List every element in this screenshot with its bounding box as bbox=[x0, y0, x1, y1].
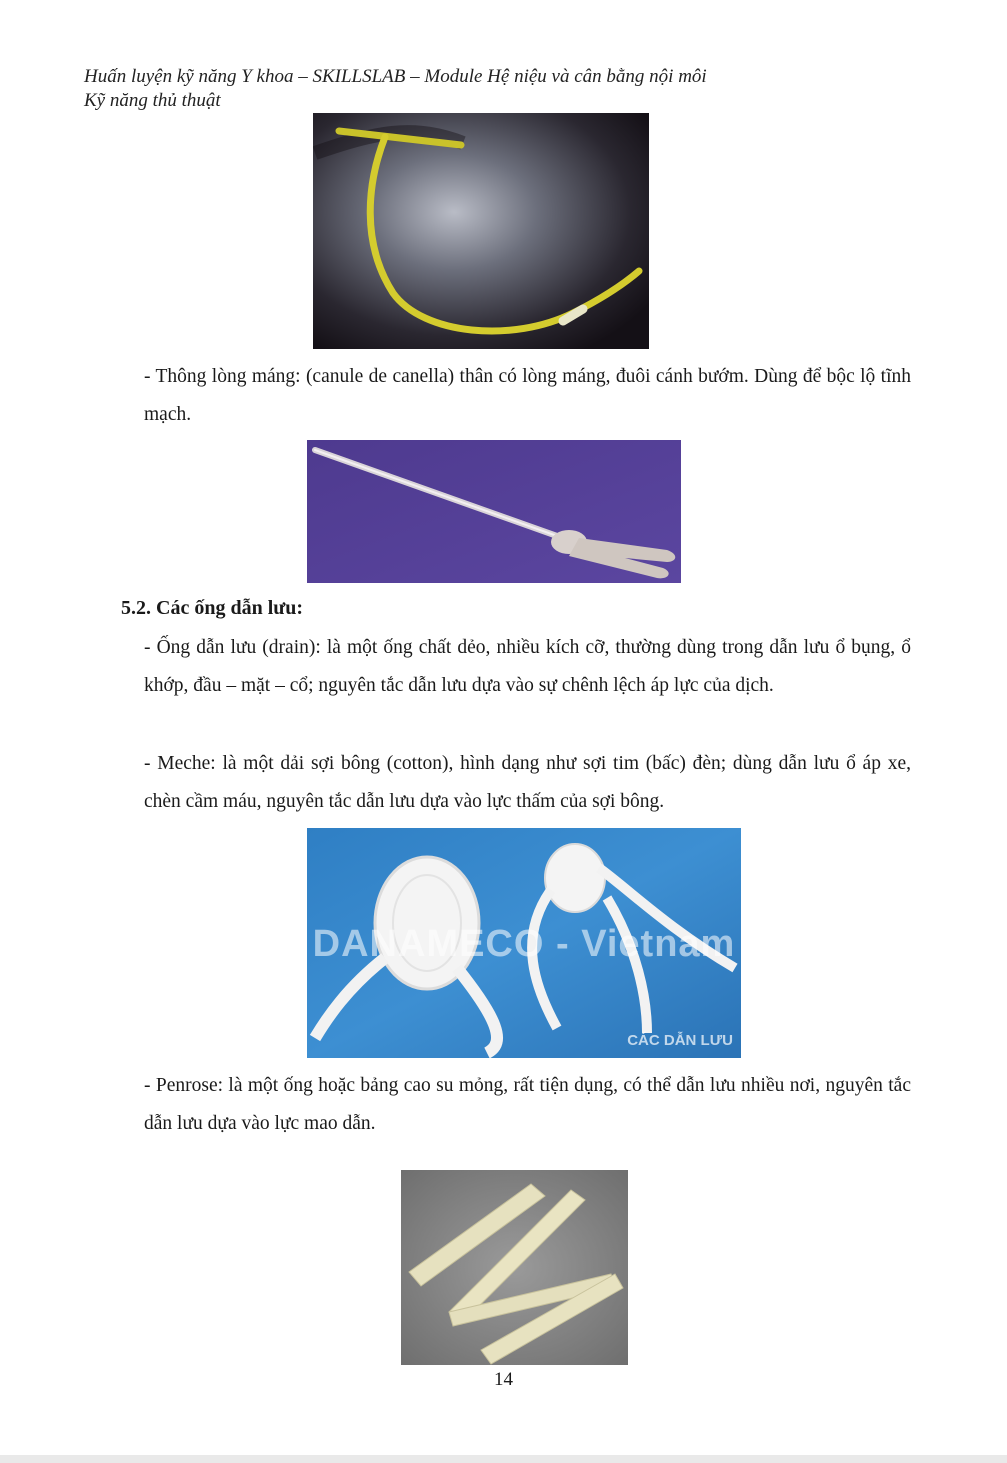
running-header-subtitle: Kỹ năng thủ thuật bbox=[84, 90, 221, 111]
t-tube-photo bbox=[313, 113, 649, 349]
page-number: 14 bbox=[494, 1369, 513, 1390]
watermark-text: DANAMECO - Vietnam bbox=[312, 923, 736, 965]
section-heading: 5.2. Các ống dẫn lưu: bbox=[121, 597, 304, 619]
paragraph-penrose: - Penrose: là một ống hoặc bảng cao su mỏng, rất tiện dụng, có thể dẫn lưu nhiều nơi, nguyên tắc dẫn lưu dựa vào lực mao dẫn. bbox=[144, 1075, 911, 1134]
penrose-photo bbox=[401, 1170, 628, 1365]
figure-caption-text: CÁC DẪN LƯU bbox=[627, 1032, 733, 1049]
paragraph-drain: - Ống dẫn lưu (drain): là một ống chất dẻo, nhiều kích cỡ, thường dùng trong dẫn lưu ổ bụng, ổ khớp, đầu – mặt – cổ; nguyên tắc dẫn lưu dựa vào sự chênh lệch áp lực của dịch. bbox=[144, 637, 911, 696]
paragraph-canule: - Thông lòng máng: (canule de canella) thân có lòng máng, đuôi cánh bướm. Dùng để bộc lộ tĩnh mạch. bbox=[144, 366, 911, 425]
canule-photo bbox=[307, 440, 681, 583]
meche-photo bbox=[307, 828, 741, 1058]
running-header-title: Huấn luyện kỹ năng Y khoa – SKILLSLAB – Module Hệ niệu và cân bằng nội môi bbox=[84, 66, 707, 87]
paragraph-meche: - Meche: là một dải sợi bông (cotton), hình dạng như sợi tim (bấc) đèn; dùng dẫn lưu ổ áp xe, chèn cầm máu, nguyên tắc dẫn lưu dựa vào lực thấm của sợi bông. bbox=[144, 753, 911, 812]
